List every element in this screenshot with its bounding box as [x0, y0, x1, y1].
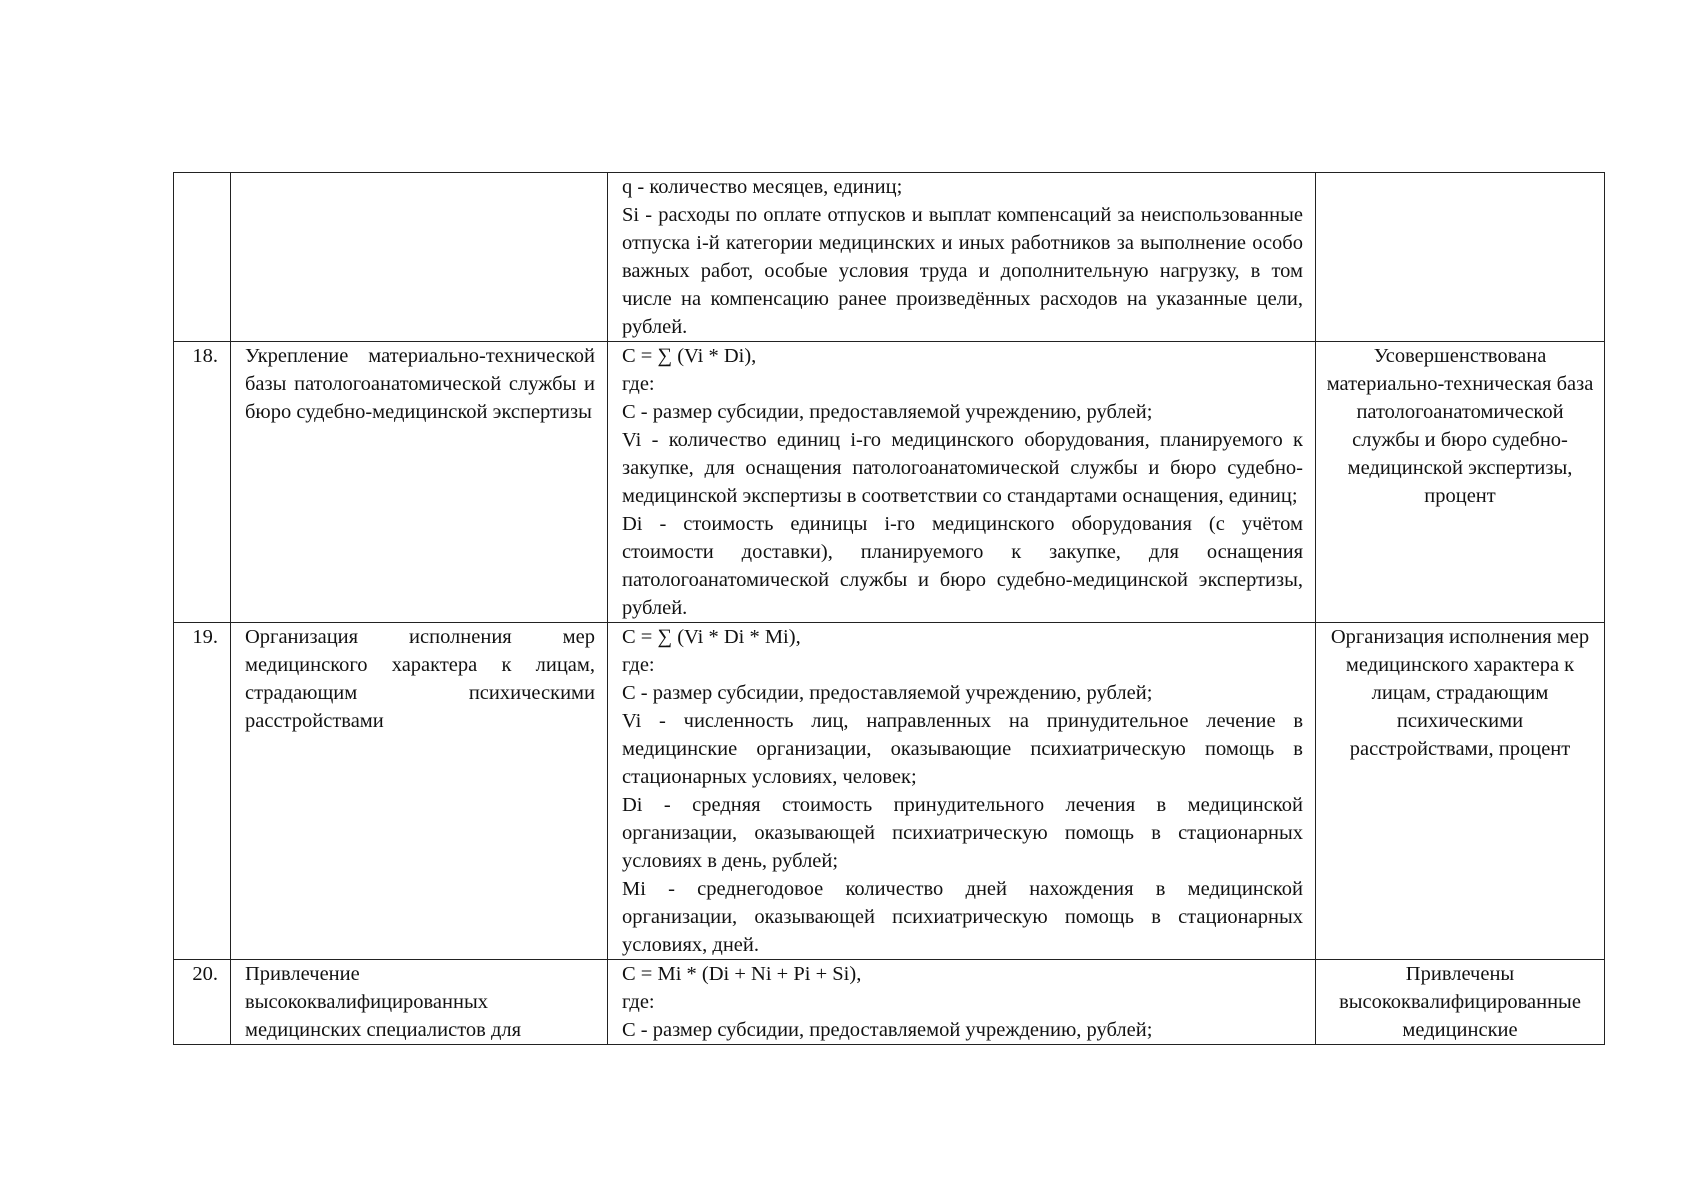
formula-line: C - размер субсидии, предоставляемой учреждению, рублей; [622, 401, 1153, 423]
result-indicator: Организация исполнения мер медицинского характера к лицам, страдающим психическими расстройствами, процент [1316, 623, 1605, 960]
result-indicator: Усовершенствована материально-техническая база патологоанатомической службы и бюро судебно-медицинской экспертизы, процент [1316, 342, 1605, 623]
table-row [174, 342, 1605, 623]
formula-line: Di - стоимость единицы i-го медицинского оборудования (с учётом стоимости доставки), планируемого к закупке, для оснащения патологоанатомической службы и бюро судебно-медицинской экспертизы, рублей. [622, 513, 1303, 619]
formula-line: C - размер субсидии, предоставляемой учреждению, рублей; [622, 682, 1153, 704]
result-indicator [1316, 173, 1605, 342]
formula-line: Vi - количество единиц i-го медицинского оборудования, планируемого к закупке, для оснащения патологоанатомической службы и бюро судебно-медицинской экспертизы в соответствии со стандартами оснащения, единиц; [622, 429, 1303, 507]
formula-line: Si - расходы по оплате отпусков и выплат компенсаций за неиспользованные отпуска i-й категории медицинских и иных работников за выполнение особо важных работ, особые условия труда и дополнительную нагрузку, в том числе на компенсацию ранее произведённых расходов на указанные цели, рублей. [622, 204, 1303, 338]
formula-line: где: [622, 654, 655, 676]
table-row [174, 623, 1605, 960]
table-row [174, 960, 1605, 1045]
table-row [174, 173, 1605, 342]
measure-name: Организация исполнения мер медицинского характера к лицам, страдающим психическими расстройствами [231, 623, 608, 960]
formula-line: где: [622, 373, 655, 395]
measure-name: Привлечение высококвалифицированных медицинских специалистов для [231, 960, 608, 1045]
formula-line: C = Mi * (Di + Ni + Pi + Si), [622, 963, 862, 985]
row-number [174, 173, 231, 342]
measure-name: Укрепление материально-технической базы патологоанатомической службы и бюро судебно-медицинской экспертизы [231, 342, 608, 623]
document-table [173, 172, 1605, 1045]
formula-cell [608, 173, 1316, 342]
formula-cell [608, 623, 1316, 960]
formula-line: где: [622, 991, 655, 1013]
formula-line: Vi - численность лиц, направленных на принудительное лечение в медицинские организации, оказывающие психиатрическую помощь в стационарных условиях, человек; [622, 710, 1303, 788]
formula-line: C = ∑ (Vi * Di), [622, 345, 757, 367]
row-number: 20. [174, 960, 231, 1045]
formula-line: C = ∑ (Vi * Di * Mi), [622, 626, 801, 648]
result-indicator: Привлечены высококвалифицированные медицинские [1316, 960, 1605, 1045]
row-number: 18. [174, 342, 231, 623]
formula-line: q - количество месяцев, единиц; [622, 176, 903, 198]
measure-name [231, 173, 608, 342]
formula-line: Mi - среднегодовое количество дней нахождения в медицинской организации, оказывающей психиатрическую помощь в стационарных условиях, дней. [622, 878, 1303, 956]
formula-line: Di - средняя стоимость принудительного лечения в медицинской организации, оказывающей психиатрическую помощь в стационарных условиях в день, рублей; [622, 794, 1303, 872]
formula-cell [608, 342, 1316, 623]
formula-line: C - размер субсидии, предоставляемой учреждению, рублей; [622, 1019, 1153, 1041]
row-number: 19. [174, 623, 231, 960]
formula-cell [608, 960, 1316, 1045]
